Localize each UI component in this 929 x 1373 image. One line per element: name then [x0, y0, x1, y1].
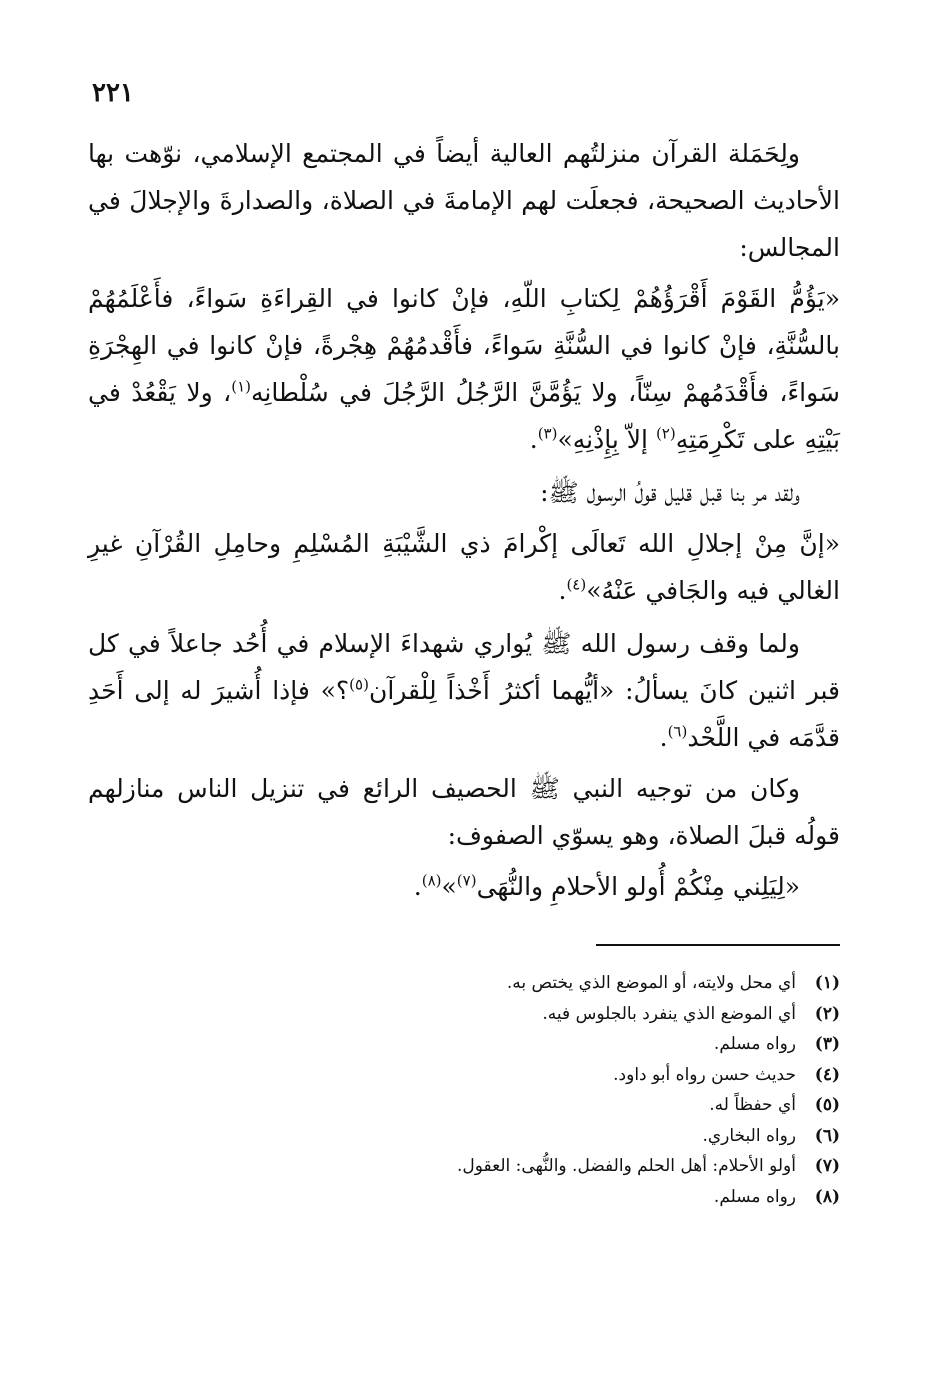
footnote-text: رواه مسلم. — [713, 1186, 796, 1207]
hadith-quote — [88, 275, 840, 463]
footnote-number: (٦) — [814, 1125, 840, 1146]
footnote-ref: (٢) — [655, 424, 676, 443]
footnote — [300, 999, 840, 1030]
page-number: ٢٢١ — [92, 78, 134, 108]
footnote-text: أولو الأحلام: أهل الحلم والفضل. والنُّهى: العقول. — [457, 1156, 796, 1176]
text-segment: ، ولا يَقْعُدْ في بَيْتِهِ على تَكْرِمَتِهِ — [88, 378, 840, 454]
footnote-divider — [596, 944, 840, 946]
paragraph — [88, 863, 840, 910]
text-segment: وكان من توجيه النبي ﷺ الحصيف الرائع في تنزيل الناس منازلهم قولُه قبلَ الصلاة، وهو يسوّي الصفوف: — [88, 774, 840, 850]
footnote-number: (٢) — [814, 1003, 840, 1024]
footnote — [300, 1151, 840, 1182]
text-segment: . — [529, 425, 538, 454]
text-segment: «يَؤُمُّ القَوْمَ أَقْرَؤُهُمْ لِكتابِ اللّهِ، فإنْ كانوا في القِراءَةِ سَواءً، فأَعْلَمُهُمْ بالسُّنَّةِ، فإنْ كانوا في السُّنَّةِ سَواءً، فأَقْدمُهُمْ هِجْرةً، فإنْ كانوا في الهِجْرَةِ سَواءً، فأَقْدَمُهمْ سِنّاً، ولا يَؤُمَّنَّ الرَّجُلُ الرَّجُلَ في سُلْطانِه — [88, 284, 840, 407]
text-segment: «لِيَلِني مِنْكُمْ أُولو الأحلامِ والنُّهَى — [476, 872, 800, 901]
footnote — [300, 1060, 840, 1091]
footnote — [300, 1121, 840, 1152]
footnote-text: أي الموضع الذي ينفرد بالجلوس فيه. — [542, 1003, 796, 1024]
paragraph — [88, 130, 840, 271]
main-text — [88, 130, 840, 914]
footnote-text: رواه مسلم. — [713, 1034, 796, 1054]
footnote — [300, 968, 840, 999]
footnote-ref: (٤) — [566, 575, 587, 594]
hadith-quote — [88, 520, 840, 614]
text-segment: ولِحَمَلة القرآن منزلتُهم العالية أيضاً في المجتمع الإسلامي، نوّهت بها الأحاديث الصحيحة، فجعلَت لهم الإمامةَ في الصلاة، والصدارةَ والإجلالَ في المجالس: — [88, 139, 840, 262]
footnote-ref: (٦) — [667, 722, 688, 741]
footnote-ref: (٧) — [456, 871, 477, 890]
footnote-number: (٥) — [814, 1095, 840, 1115]
footnote-number: (٨) — [814, 1186, 840, 1207]
footnote-number: (٧) — [814, 1156, 840, 1176]
footnote-text: أي محل ولايته، أو الموضع الذي يختص به. — [506, 973, 796, 993]
footnote-ref: (٥) — [349, 675, 369, 694]
text-segment: ولقد مر بنا قبل قليل قولُ الرسول ﷺ: — [540, 478, 800, 507]
footnote-number: (٤) — [814, 1064, 840, 1085]
paragraph — [88, 469, 840, 516]
text-segment: «إنَّ مِنْ إجلالِ الله تَعالَى إكْرامَ ذي الشَّيْبَةِ المُسْلِمِ وحامِلِ القُرْآنِ غيرِ الغالي فيه والجَافي عَنْهُ» — [88, 529, 840, 605]
footnote-ref: (٣) — [537, 424, 558, 443]
footnotes-list — [300, 968, 840, 1212]
footnote-text: رواه البخاري. — [702, 1125, 796, 1146]
footnote — [300, 1029, 840, 1060]
footnote — [300, 1090, 840, 1121]
text-segment: . — [558, 576, 567, 605]
paragraph — [88, 620, 840, 761]
text-segment: ؟» فإذا أُشيرَ له إلى أَحَدِ قدَّمَه في اللَّحْد — [88, 676, 840, 752]
text-segment: » — [441, 872, 457, 901]
text-segment: . — [413, 872, 422, 901]
paragraph — [88, 765, 840, 859]
footnote-text: أي حفظاً له. — [709, 1095, 796, 1115]
text-segment: إلاّ بِإِذْنِهِ» — [557, 425, 656, 454]
footnote-number: (١) — [814, 973, 840, 993]
footnote-number: (٣) — [814, 1034, 840, 1054]
text-segment: ولما وقف رسول الله ﷺ يُواري شهداءَ الإسلام في أُحُد جاعلاً في كل قبر اثنين كانَ يسألُ: «أيُّهما أكثرُ أَخْذاً لِلْقرآن — [88, 629, 840, 705]
text-segment: . — [659, 723, 668, 752]
footnote-text: حديث حسن رواه أبو داود. — [613, 1064, 796, 1085]
footnote-ref: (١) — [231, 377, 252, 396]
footnote — [300, 1182, 840, 1213]
footnote-ref: (٨) — [421, 871, 442, 890]
